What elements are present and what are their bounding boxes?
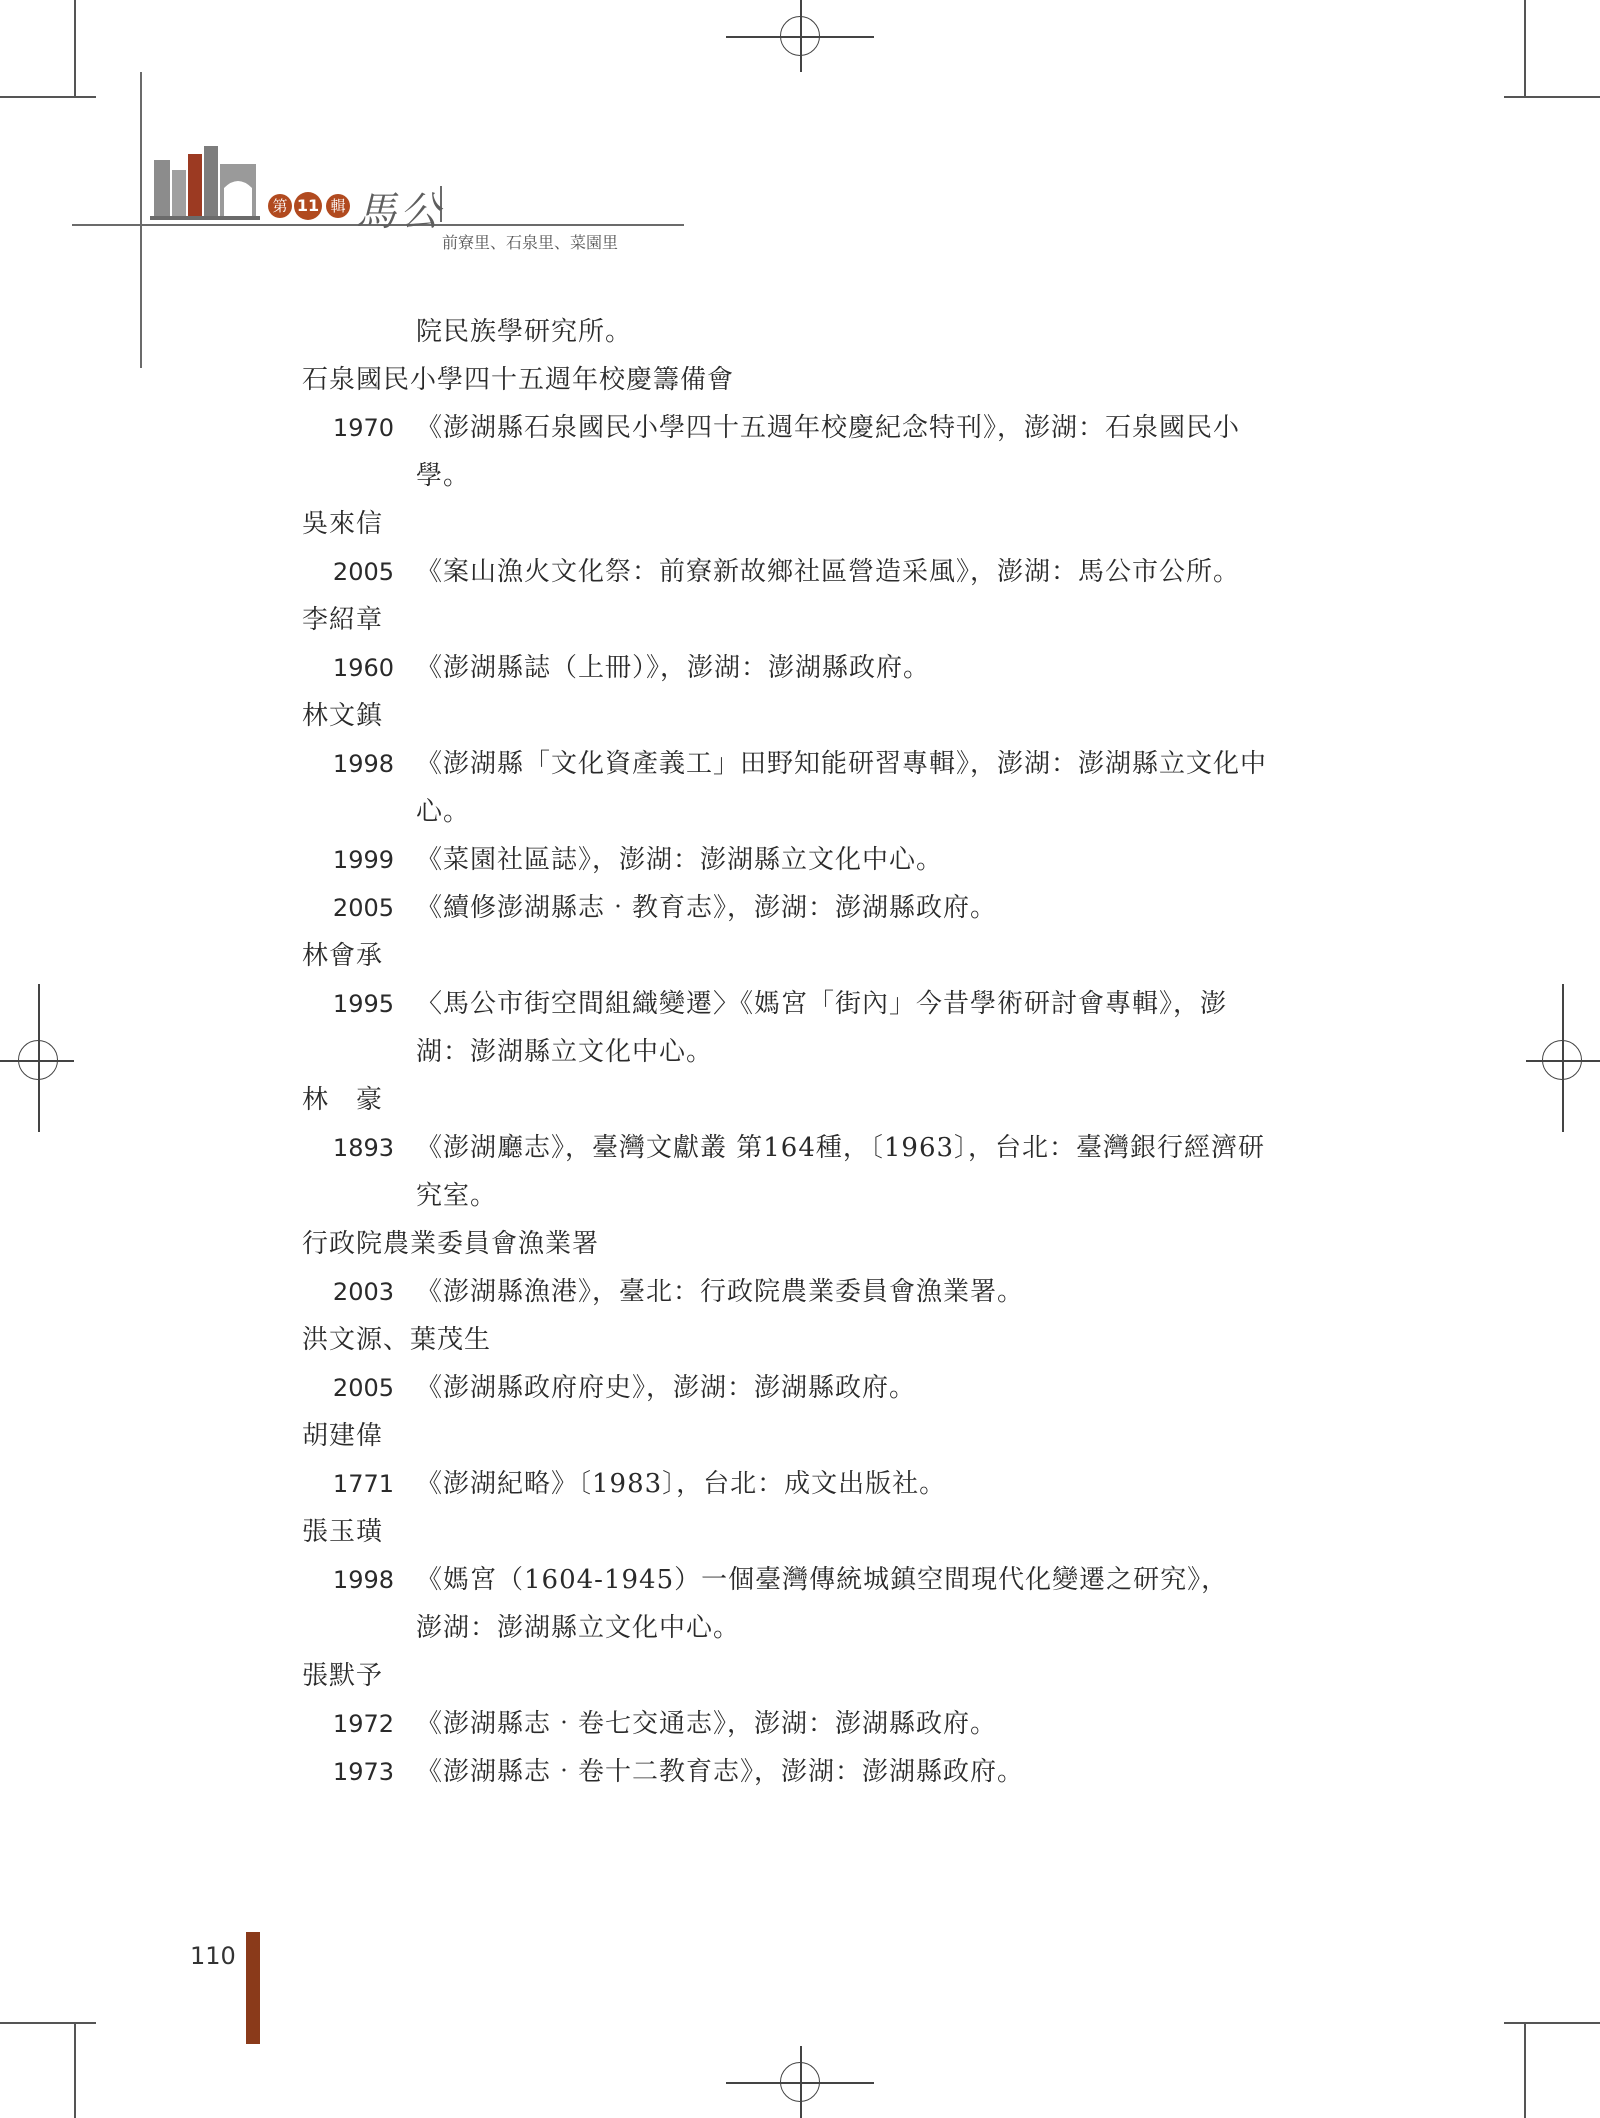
reference-continuation: 湖：澎湖縣立文化中心。 — [416, 1037, 714, 1067]
reference-text: 《澎湖縣「文化資產義工」田野知能研習專輯》，澎湖：澎湖縣立文化中 — [416, 749, 1268, 779]
reference-year: 1960 — [332, 654, 394, 682]
reference-continuation: 學。 — [416, 461, 471, 491]
reference-entry — [302, 404, 1362, 452]
author-heading: 吳來信 — [302, 509, 384, 539]
reference-text: 《續修澎湖縣志‧教育志》，澎湖：澎湖縣政府。 — [416, 893, 998, 923]
reference-text: 《菜園社區誌》，澎湖：澎湖縣立文化中心。 — [416, 845, 944, 875]
reference-text: 《媽宮（1604-1945）一個臺灣傳統城鎮空間現代化變遷之研究》， — [416, 1565, 1229, 1595]
reference-entry — [302, 836, 1362, 884]
reference-year: 1999 — [332, 846, 394, 874]
reference-continuation: 院民族學研究所。 — [416, 317, 633, 347]
author-heading: 李紹章 — [302, 605, 384, 635]
reference-text: 《澎湖縣政府府史》，澎湖：澎湖縣政府。 — [416, 1373, 917, 1403]
author-heading: 行政院農業委員會漁業署 — [302, 1229, 600, 1259]
reference-year: 2005 — [332, 558, 394, 586]
reference-entry — [302, 548, 1362, 596]
reference-entry — [302, 1556, 1362, 1604]
author-heading: 林會承 — [302, 941, 384, 971]
crop-mark — [74, 2022, 76, 2118]
reference-entry — [302, 644, 1362, 692]
chapter-subtitle: 前寮里、石泉里、菜園里 — [442, 233, 619, 252]
reference-entry — [302, 740, 1362, 788]
reference-text: 《澎湖縣志‧卷十二教育志》，澎湖：澎湖縣政府。 — [416, 1757, 1025, 1787]
header-vertical-rule — [140, 72, 142, 368]
reference-year: 1771 — [332, 1470, 394, 1498]
crop-mark — [74, 0, 76, 96]
reference-entry — [302, 1700, 1362, 1748]
crop-mark — [1524, 0, 1526, 96]
crop-mark — [0, 2022, 96, 2024]
reference-entry — [302, 1268, 1362, 1316]
reference-year: 2005 — [332, 894, 394, 922]
author-heading: 石泉國民小學四十五週年校慶籌備會 — [302, 365, 735, 395]
reference-text: 《澎湖縣漁港》，臺北：行政院農業委員會漁業署。 — [416, 1277, 1025, 1307]
reference-year: 1893 — [332, 1134, 394, 1162]
author-heading: 林 豪 — [302, 1085, 384, 1115]
reference-entry — [302, 980, 1362, 1028]
reference-year: 1973 — [332, 1758, 394, 1786]
reference-entry — [302, 1364, 1362, 1412]
reference-year: 1995 — [332, 990, 394, 1018]
author-heading: 林文鎮 — [302, 701, 384, 731]
author-heading: 張默予 — [302, 1661, 384, 1691]
reference-year: 1972 — [332, 1710, 394, 1738]
crop-mark — [1524, 2022, 1526, 2118]
reference-entry — [302, 1124, 1362, 1172]
reference-year: 1998 — [332, 1566, 394, 1594]
author-heading: 洪文源、葉茂生 — [302, 1325, 492, 1355]
footer-accent-bar — [246, 1932, 260, 2044]
reference-text: 《澎湖縣誌（上冊）》，澎湖：澎湖縣政府。 — [416, 653, 931, 683]
reference-text: 《澎湖縣志‧卷七交通志》，澎湖：澎湖縣政府。 — [416, 1709, 998, 1739]
chapter-title: 馬公 — [356, 189, 444, 235]
chapter-suffix-badge: 輯 — [326, 194, 350, 218]
reference-text: 《澎湖紀略》〔1983〕，台北：成文出版社。 — [416, 1469, 947, 1499]
crop-mark — [0, 96, 96, 98]
page-number: 110 — [190, 1942, 236, 1970]
reference-year: 1998 — [332, 750, 394, 778]
reference-continuation: 澎湖：澎湖縣立文化中心。 — [416, 1613, 741, 1643]
reference-year: 1970 — [332, 414, 394, 442]
chapter-number-badge: 11 — [294, 192, 322, 220]
gate-illustration-icon — [150, 140, 260, 220]
reference-continuation: 心。 — [416, 797, 471, 827]
chapter-prefix-badge: 第 — [268, 194, 292, 218]
author-heading: 張玉璜 — [302, 1517, 384, 1547]
reference-text: 〈馬公市街空間組織變遷〉《媽宮「街內」今昔學術研討會專輯》，澎 — [416, 989, 1228, 1019]
author-heading: 胡建偉 — [302, 1421, 384, 1451]
reference-text: 《案山漁火文化祭：前寮新故鄉社區營造采風》，澎湖：馬公市公所。 — [416, 557, 1241, 587]
reference-continuation: 究室。 — [416, 1181, 498, 1211]
reference-entry — [302, 884, 1362, 932]
reference-text: 《澎湖廳志》，臺灣文獻叢 第164種，〔1963〕，台北：臺灣銀行經濟研 — [416, 1133, 1266, 1163]
reference-text: 《澎湖縣石泉國民小學四十五週年校慶紀念特刊》，澎湖：石泉國民小 — [416, 413, 1241, 443]
reference-year: 2005 — [332, 1374, 394, 1402]
crop-mark — [1504, 2022, 1600, 2024]
reference-entry — [302, 1460, 1362, 1508]
reference-entry — [302, 1748, 1362, 1796]
reference-year: 2003 — [332, 1278, 394, 1306]
bibliography-list — [302, 308, 1362, 1796]
crop-mark — [1504, 96, 1600, 98]
